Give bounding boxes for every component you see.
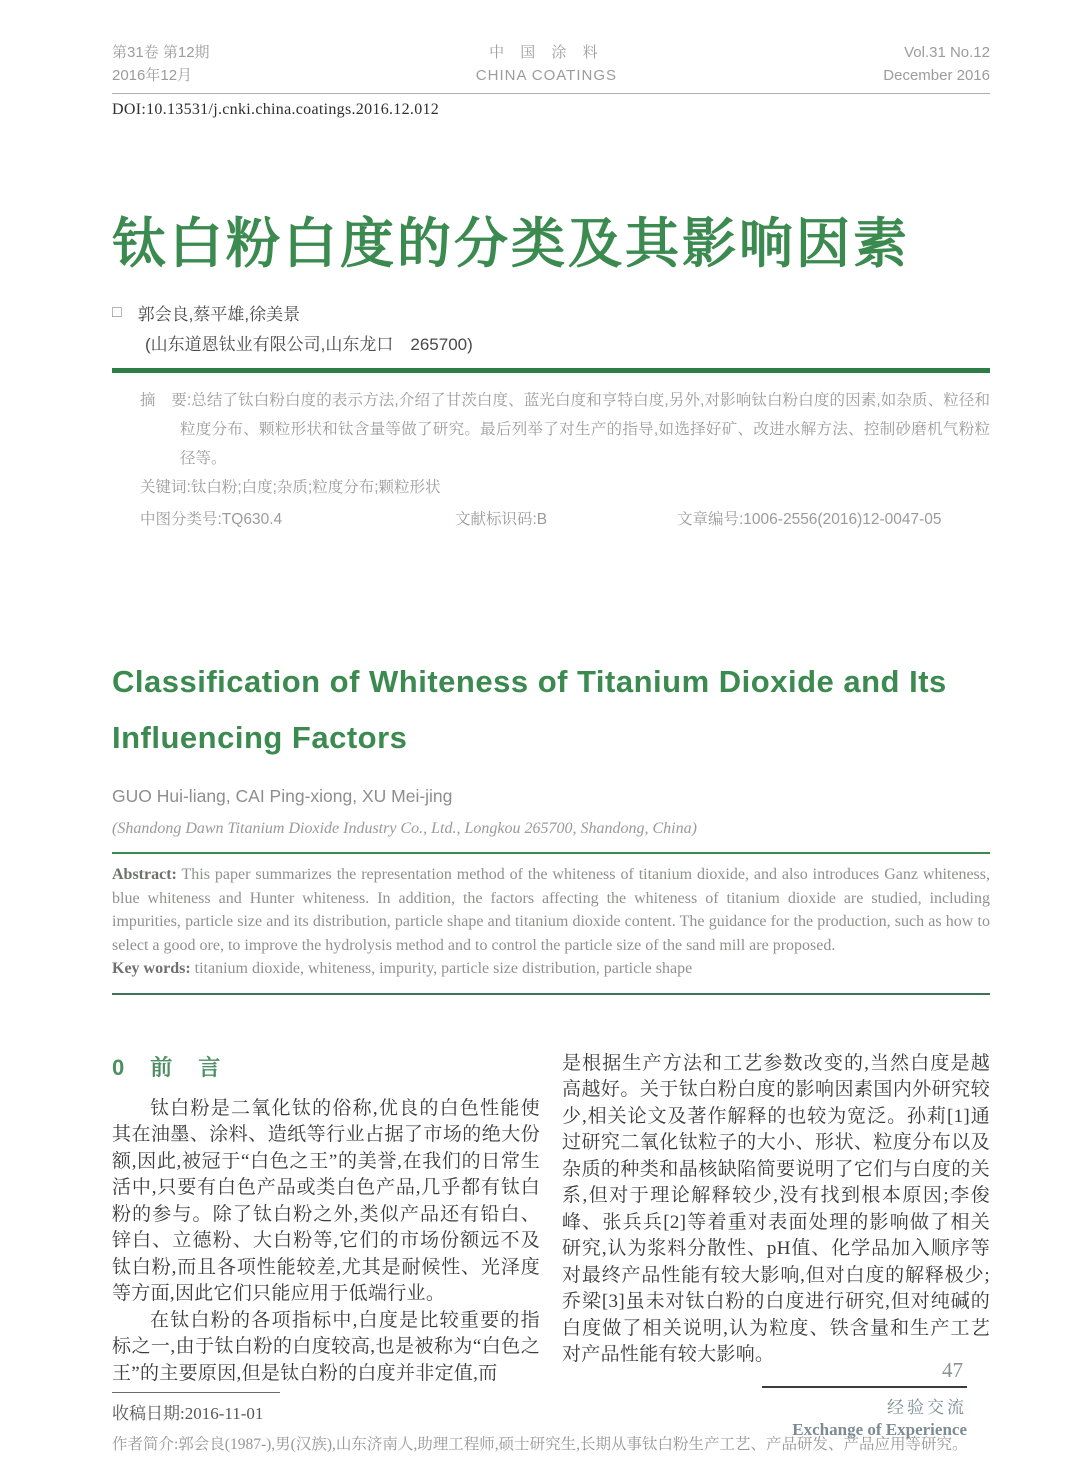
authors-en: GUO Hui-liang, CAI Ping-xiong, XU Mei-jing bbox=[112, 786, 453, 807]
journal-name bbox=[476, 42, 617, 87]
page-number: 47 bbox=[942, 1358, 963, 1382]
journal-header bbox=[112, 42, 990, 94]
keywords-text-cn: 钛白粉;白度;杂质;粒度分布;颗粒形状 bbox=[190, 479, 441, 497]
abstract-label-cn: 摘 要: bbox=[140, 392, 192, 410]
issue-date-en: December 2016 bbox=[883, 66, 990, 84]
issue-date-cn: 2016年12月 bbox=[112, 66, 193, 84]
section-heading-intro: 0 前 言 bbox=[112, 1054, 223, 1080]
volume-issue-en: Vol.31 No.12 bbox=[904, 44, 990, 61]
title-separator-rule bbox=[112, 368, 990, 373]
document-code: 文献标识码:B bbox=[455, 511, 548, 529]
clc-number: 中图分类号:TQ630.4 bbox=[140, 511, 283, 529]
body-paragraph-1: 钛白粉是二氧化钛的俗称,优良的白色性能使其在油墨、涂料、造纸等行业占据了市场的绝大份额,因此,被冠于“白色之王”的美誉,在我们的日常生活中,只要有白色产品或类白色产品,几乎都有钛白粉的参与。除了钛白粉之外,类似产品还有铅白、锌白、立德粉、大白粉等,它们的市场份额远不及钛白粉,而且各项性能较差,尤其是耐候性、光泽度等方面,因此它们只能应用于低端行业。 bbox=[112, 1097, 540, 1305]
article-title-en-line1: Classification of Whiteness of Titanium Dioxide and Its bbox=[112, 664, 947, 700]
affiliation-cn: (山东道恩钛业有限公司,山东龙口 265700) bbox=[145, 335, 473, 355]
keywords-label-cn: 关键词: bbox=[140, 479, 191, 497]
abstract-label-en: Abstract: bbox=[112, 866, 177, 884]
author-marker-box: □ bbox=[112, 303, 122, 321]
affiliation-en: (Shandong Dawn Titanium Dioxide Industry Co., Ltd., Longkou 265700, Shandong, China) bbox=[112, 820, 697, 838]
keywords-text-en: titanium dioxide, whiteness, impurity, particle size distribution, particle shape bbox=[190, 960, 693, 978]
author-biography: 作者简介:郭会良(1987-),男(汉族),山东济南人,助理工程师,硕士研究生,长期从事钛白粉生产工艺、产品研发、产品应用等研究。 bbox=[112, 1436, 968, 1454]
footer-rule bbox=[762, 1386, 967, 1388]
authors-cn: 郭会良,蔡平雄,徐美景 bbox=[137, 305, 301, 325]
page-footer bbox=[762, 1358, 967, 1440]
abstract-text-cn: 总结了钛白粉白度的表示方法,介绍了甘茨白度、蓝光白度和亨特白度,另外,对影响钛白粉白度的因素,如杂质、粒径和粒度分布、颗粒形状和钛含量等做了研究。最后列举了对生产的指导,如选择好矿、改进水解方法、控制砂磨机气粉粒径等。 bbox=[180, 392, 991, 468]
abstract-block-cn bbox=[140, 386, 990, 534]
abstract-paragraph-cn bbox=[140, 386, 990, 473]
keywords-line-en bbox=[112, 957, 990, 981]
english-head bbox=[112, 654, 990, 838]
article-title-en bbox=[112, 654, 990, 766]
column-title-en: Exchange of Experience bbox=[792, 1420, 967, 1439]
keywords-line-cn bbox=[140, 473, 990, 502]
abstract-block-en bbox=[112, 852, 990, 995]
article-title-en-line2: Influencing Factors bbox=[112, 720, 408, 756]
keywords-label-en: Key words: bbox=[112, 960, 191, 978]
body-columns bbox=[112, 1051, 990, 1388]
column-title-cn: 经验交流 bbox=[887, 1398, 967, 1417]
received-date: 收稿日期:2016-11-01 bbox=[112, 1404, 264, 1424]
classification-row bbox=[140, 505, 990, 534]
authors-row-cn bbox=[112, 300, 990, 325]
volume-issue: 第31卷 第12期 bbox=[112, 44, 210, 61]
journal-name-cn: 中 国 涂 料 bbox=[489, 44, 604, 61]
body-column-left bbox=[112, 1051, 540, 1388]
article-title-cn: 钛白粉白度的分类及其影响因素 bbox=[112, 214, 910, 274]
journal-name-en: CHINA COATINGS bbox=[475, 66, 618, 84]
header-issue-info bbox=[112, 42, 210, 87]
abstract-paragraph-en bbox=[112, 863, 990, 957]
body-paragraph-2: 在钛白粉的各项指标中,白度是比较重要的指标之一,由于钛白粉的白度较高,也是被称为“白色之王”的主要原因,但是钛白粉的白度并非定值,而 bbox=[112, 1309, 540, 1384]
header-volume-info-en bbox=[883, 42, 990, 87]
body-paragraph-3: 是根据生产方法和工艺参数改变的,当然白度是越高越好。关于钛白粉白度的影响因素国内外研究较少,相关论文及著作解释的也较为宽泛。孙莉[1]通过研究二氧化钛粒子的大小、形状、粒度分布以及杂质的种类和晶核缺陷简要说明了它们与白度的关系,但对于理论解释较少,没有找到根本原因;李俊峰、张兵兵[2]等着重对表面处理的影响做了相关研究,认为浆料分散性、pH值、化学品加入顺序等对最终产品性能有较大影响,但对白度的解释极少;乔梁[3]虽未对钛白粉的白度进行研究,但对纯碱的白度做了相关说明,认为粒度、铁含量和生产工艺对产品性能有较大影响。 bbox=[562, 1052, 990, 1366]
body-column-right bbox=[562, 1051, 990, 1388]
doi-line: DOI:10.13531/j.cnki.china.coatings.2016.12.012 bbox=[112, 101, 440, 118]
article-id: 文章编号:1006-2556(2016)12-0047-05 bbox=[677, 511, 942, 529]
footnote-divider bbox=[112, 1392, 280, 1393]
abstract-text-en: This paper summarizes the representation method of the whiteness of titanium dioxide, and also introduces Ganz whiteness, blue whiteness and Hunter whiteness. In addition, the factors affecting the whiteness of titanium dioxide are studied, including impurities, particle size and its distribution, particle shape and titanium dioxide content. The guidance for the production, such as how to select a good ore, to improve the hydrolysis method and to control the particle size of the sand mill are proposed. bbox=[112, 866, 990, 954]
